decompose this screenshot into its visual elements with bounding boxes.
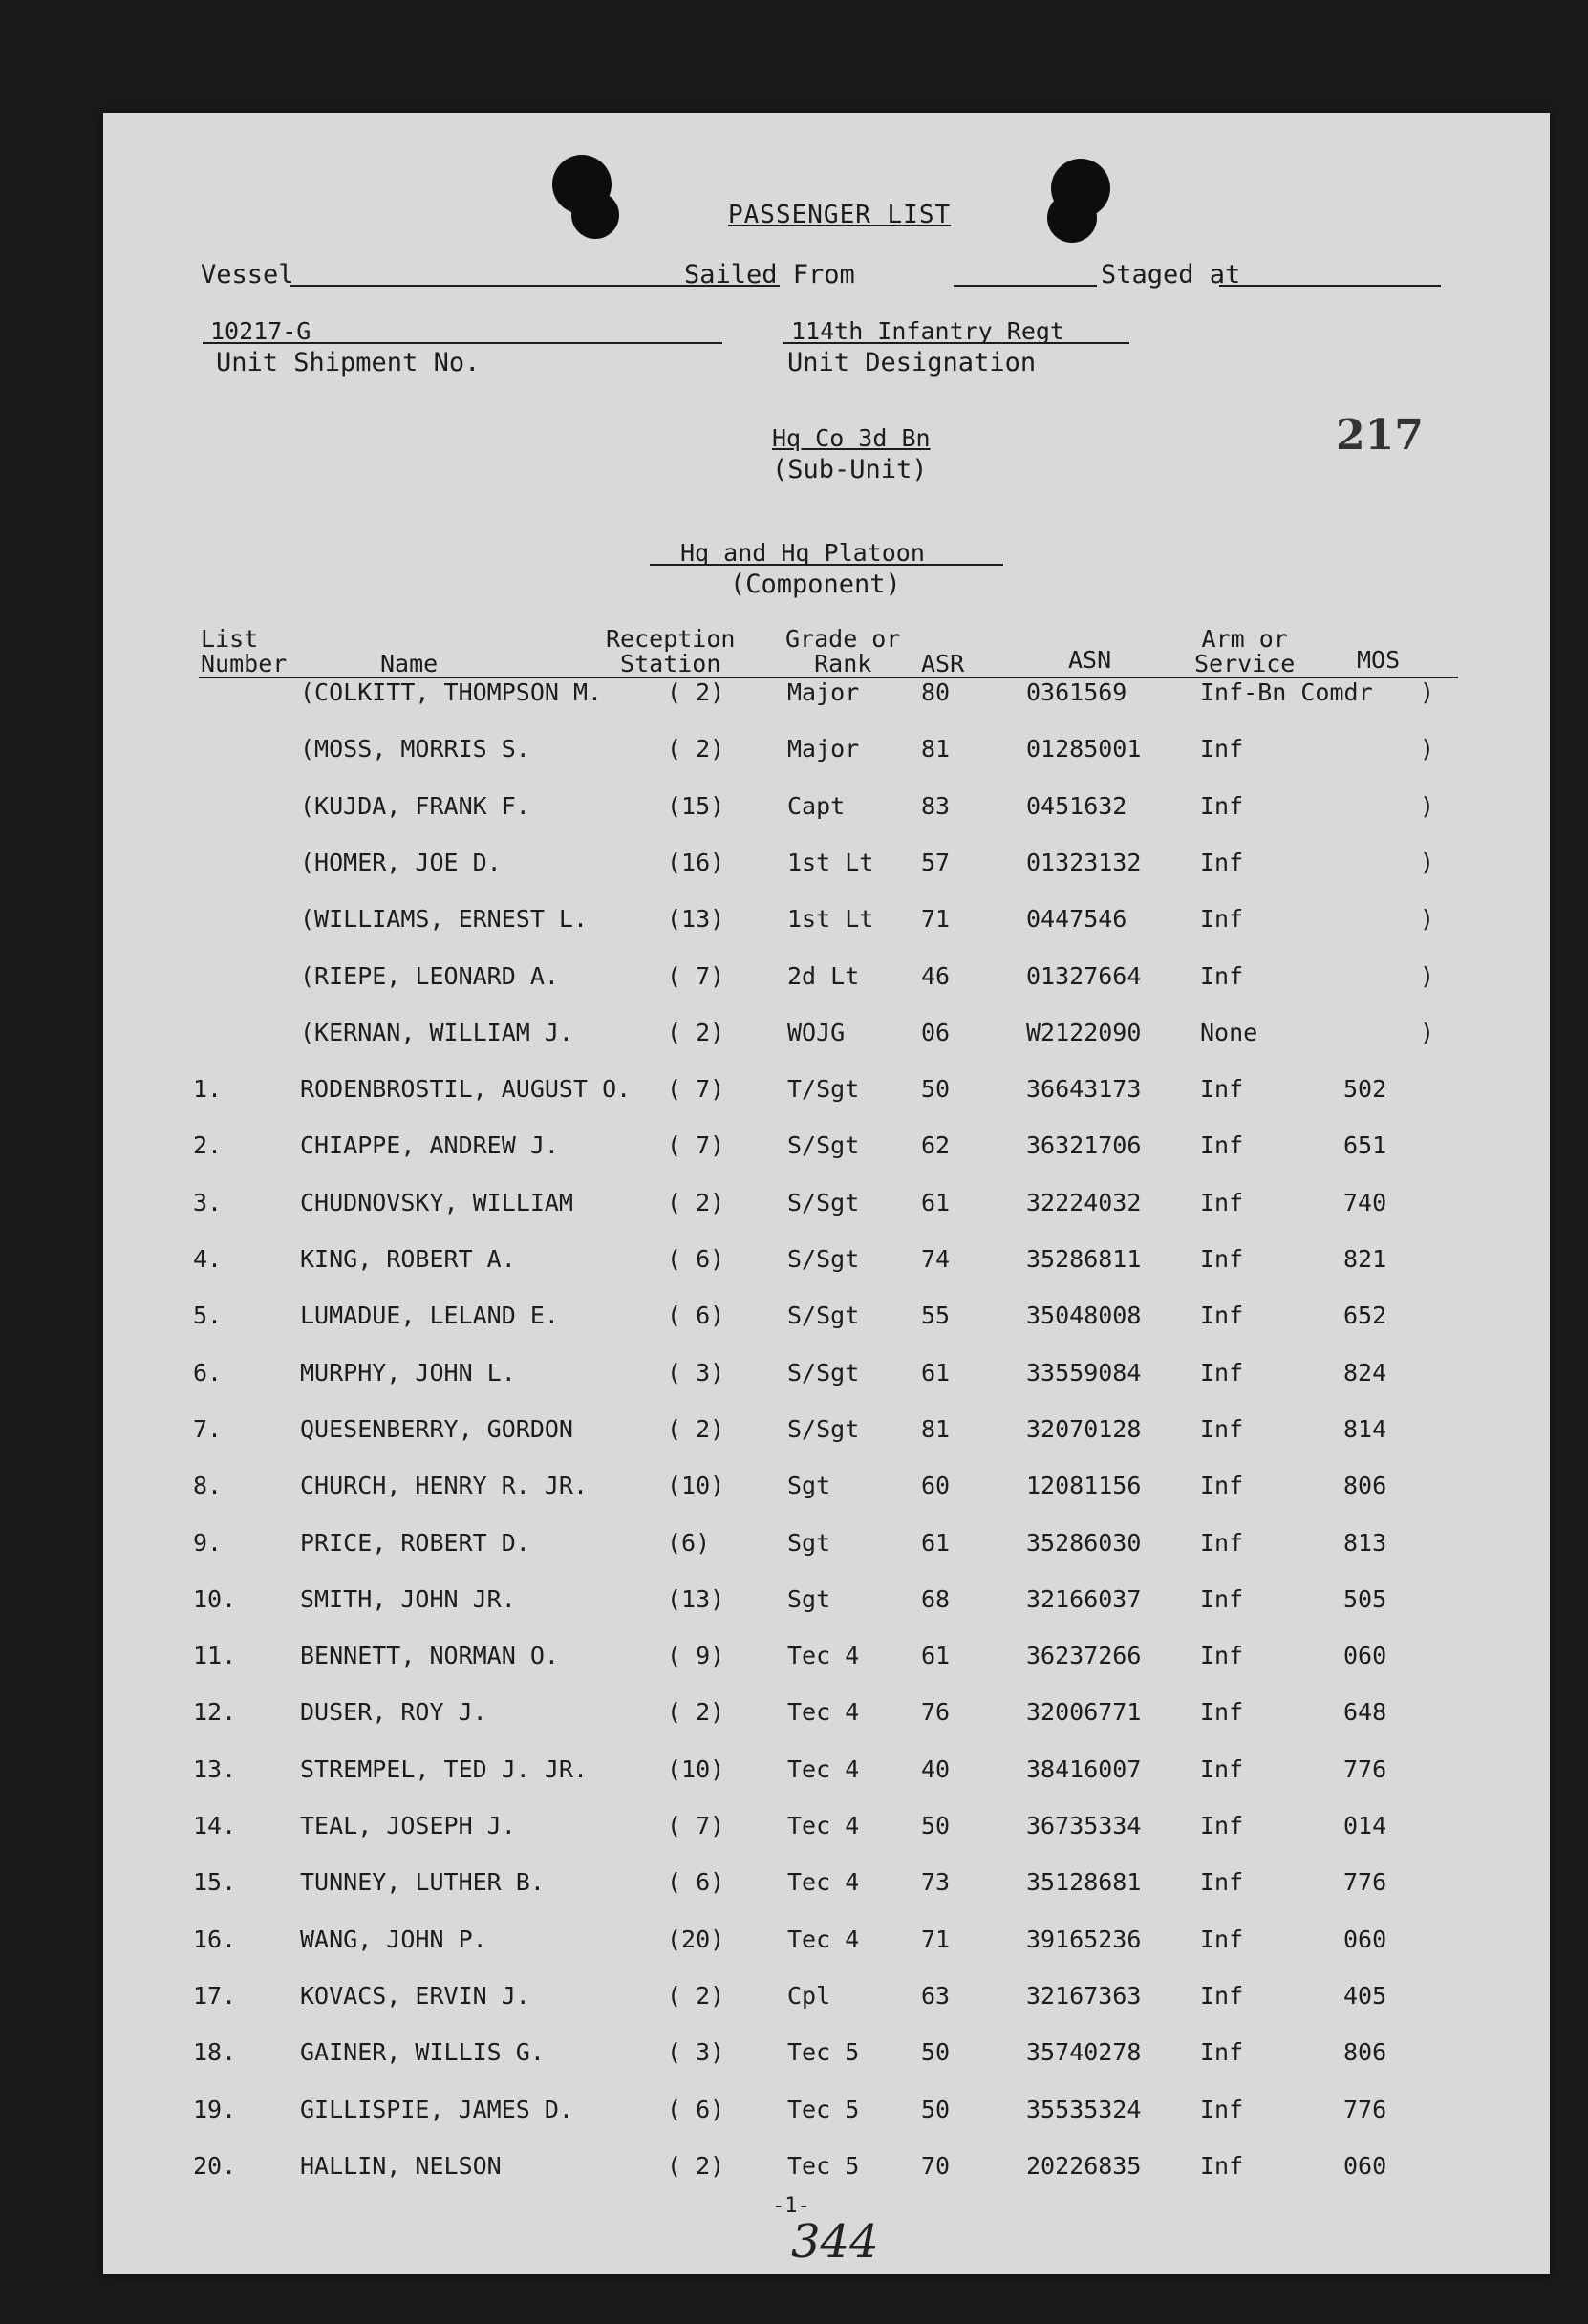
cell-grade: Tec 4 (787, 1812, 860, 1840)
cell-asr: 73 (921, 1868, 951, 1897)
cell-asn: 01327664 (1026, 961, 1142, 990)
cell-name: (WILLIAMS, ERNEST L. (300, 905, 589, 934)
cell-arm: Inf (1200, 1302, 1244, 1330)
cell-asn: W2122090 (1026, 1018, 1142, 1046)
staged-field-line (1219, 285, 1441, 287)
cell-mos: 806 (1343, 1472, 1387, 1500)
cell-name: LUMADUE, LELAND E. (300, 1302, 559, 1330)
table-row (103, 1245, 1550, 1283)
cell-asn: 32070128 (1026, 1414, 1142, 1443)
cell-paren: ) (1420, 791, 1435, 820)
table-row (103, 1075, 1550, 1113)
cell-rec: ( 7) (667, 961, 725, 990)
cell-grade: Tec 4 (787, 1754, 860, 1783)
cell-num: 15. (193, 1868, 237, 1897)
cell-arm: Inf (1200, 2151, 1244, 2180)
cell-num: 11. (193, 1642, 237, 1670)
cell-name: TEAL, JOSEPH J. (300, 1812, 516, 1840)
cell-rec: (13) (667, 1584, 725, 1613)
cell-asr: 50 (921, 2038, 951, 2067)
cell-name: CHURCH, HENRY R. JR. (300, 1472, 589, 1500)
document-page (103, 113, 1550, 2274)
cell-asr: 62 (921, 1131, 951, 1160)
table-row (103, 735, 1550, 773)
cell-asr: 50 (921, 2095, 951, 2123)
cell-grade: Tec 4 (787, 1925, 860, 1953)
unit-designation-label: Unit Designation (787, 348, 1037, 377)
cell-rec: ( 2) (667, 1981, 725, 2010)
cell-mos: 014 (1343, 1812, 1387, 1840)
cell-asr: 76 (921, 1698, 951, 1727)
cell-asn: 32166037 (1026, 1584, 1142, 1613)
cell-mos: 824 (1343, 1358, 1387, 1387)
cell-asn: 0361569 (1026, 678, 1127, 706)
table-row (103, 962, 1550, 1001)
cell-asr: 61 (921, 1528, 951, 1557)
cell-asn: 38416007 (1026, 1754, 1142, 1783)
cell-rec: ( 3) (667, 2038, 725, 2067)
table-row (103, 1755, 1550, 1794)
cell-asr: 61 (921, 1642, 951, 1670)
cell-arm: Inf (1200, 1754, 1244, 1783)
cell-arm: Inf (1200, 1358, 1244, 1387)
cell-grade: 1st Lt (787, 848, 874, 876)
cell-asn: 0451632 (1026, 791, 1127, 820)
cell-grade: Capt (787, 791, 846, 820)
cell-rec: (6) (667, 1528, 711, 1557)
cell-rec: (10) (667, 1472, 725, 1500)
cell-mos: 813 (1343, 1528, 1387, 1557)
cell-name: DUSER, ROY J. (300, 1698, 487, 1727)
cell-num: 13. (193, 1754, 237, 1783)
table-row (103, 1812, 1550, 1850)
cell-asn: 33559084 (1026, 1358, 1142, 1387)
cell-arm: Inf-Bn Comdr (1200, 678, 1373, 706)
unit-designation-value: 114th Infantry Regt (791, 317, 1064, 345)
cell-arm: Inf (1200, 1981, 1244, 2010)
cell-name: (RIEPE, LEONARD A. (300, 961, 559, 990)
cell-asn: 0447546 (1026, 905, 1127, 934)
cell-asr: 80 (921, 678, 951, 706)
cell-paren: ) (1420, 1018, 1435, 1046)
page-number-stamp: 217 (1336, 411, 1424, 460)
table-row (103, 849, 1550, 887)
cell-asr: 46 (921, 961, 951, 990)
cell-name: GILLISPIE, JAMES D. (300, 2095, 573, 2123)
cell-arm: Inf (1200, 1812, 1244, 1840)
cell-grade: S/Sgt (787, 1188, 860, 1216)
cell-grade: Tec 5 (787, 2038, 860, 2067)
shipment-number-label: Unit Shipment No. (216, 348, 481, 377)
table-row (103, 1131, 1550, 1170)
component-value: Hq and Hq Platoon (680, 539, 925, 567)
cell-rec: ( 6) (667, 2095, 725, 2123)
cell-name: PRICE, ROBERT D. (300, 1528, 530, 1557)
cell-asr: 61 (921, 1188, 951, 1216)
cell-num: 12. (193, 1698, 237, 1727)
cell-rec: ( 2) (667, 678, 725, 706)
cell-num: 20. (193, 2151, 237, 2180)
cell-num: 9. (193, 1528, 223, 1557)
cell-num: 19. (193, 2095, 237, 2123)
cell-asr: 81 (921, 735, 951, 764)
cell-grade: S/Sgt (787, 1358, 860, 1387)
cell-num: 14. (193, 1812, 237, 1840)
table-row (103, 1698, 1550, 1736)
cell-grade: S/Sgt (787, 1414, 860, 1443)
cell-num: 18. (193, 2038, 237, 2067)
cell-asn: 39165236 (1026, 1925, 1142, 1953)
cell-asn: 20226835 (1026, 2151, 1142, 2180)
cell-arm: Inf (1200, 961, 1244, 990)
cell-name: (KUJDA, FRANK F. (300, 791, 530, 820)
cell-rec: ( 2) (667, 1188, 725, 1216)
cell-asr: 74 (921, 1245, 951, 1273)
cell-paren: ) (1420, 848, 1435, 876)
cell-name: MURPHY, JOHN L. (300, 1358, 516, 1387)
cell-arm: Inf (1200, 905, 1244, 934)
cell-rec: (15) (667, 791, 725, 820)
punch-hole (1047, 193, 1097, 243)
cell-rec: ( 6) (667, 1302, 725, 1330)
cell-name: BENNETT, NORMAN O. (300, 1642, 559, 1670)
col-header-arm-service: Arm or Service (1194, 625, 1296, 678)
table-row (103, 1642, 1550, 1680)
table-row (103, 678, 1550, 717)
cell-mos: 740 (1343, 1188, 1387, 1216)
cell-grade: Tec 5 (787, 2151, 860, 2180)
shipment-number-value: 10217-G (210, 317, 311, 345)
table-row (103, 905, 1550, 943)
cell-name: (MOSS, MORRIS S. (300, 735, 530, 764)
vessel-label: Vessel (201, 260, 294, 290)
cell-asr: 68 (921, 1584, 951, 1613)
cell-num: 10. (193, 1584, 237, 1613)
cell-arm: Inf (1200, 1528, 1244, 1557)
col-header-mos: MOS (1357, 646, 1401, 674)
cell-mos: 651 (1343, 1131, 1387, 1160)
cell-num: 6. (193, 1358, 223, 1387)
cell-asn: 01323132 (1026, 848, 1142, 876)
cell-num: 8. (193, 1472, 223, 1500)
cell-arm: Inf (1200, 1075, 1244, 1104)
shipment-field-line (203, 342, 722, 344)
col-header-grade: Grade or Rank (785, 625, 901, 678)
table-row (103, 1415, 1550, 1453)
cell-arm: None (1200, 1018, 1258, 1046)
cell-rec: (16) (667, 848, 725, 876)
table-row (103, 1302, 1550, 1340)
table-row (103, 2038, 1550, 2077)
cell-name: TUNNEY, LUTHER B. (300, 1868, 545, 1897)
cell-mos: 405 (1343, 1981, 1387, 2010)
cell-num: 5. (193, 1302, 223, 1330)
cell-asn: 35286030 (1026, 1528, 1142, 1557)
cell-mos: 806 (1343, 2038, 1387, 2067)
cell-asr: 63 (921, 1981, 951, 2010)
cell-grade: Major (787, 678, 860, 706)
col-header-name: Name (380, 650, 439, 678)
cell-mos: 060 (1343, 1925, 1387, 1953)
punch-hole (571, 191, 619, 239)
cell-asn: 36643173 (1026, 1075, 1142, 1104)
cell-name: WANG, JOHN P. (300, 1925, 487, 1953)
cell-paren: ) (1420, 678, 1435, 706)
cell-arm: Inf (1200, 1698, 1244, 1727)
cell-grade: T/Sgt (787, 1075, 860, 1104)
cell-arm: Inf (1200, 1472, 1244, 1500)
cell-asn: 36735334 (1026, 1812, 1142, 1840)
table-row (103, 792, 1550, 830)
col-header-asn: ASN (1068, 646, 1112, 674)
cell-paren: ) (1420, 961, 1435, 990)
table-row (103, 1019, 1550, 1057)
cell-num: 3. (193, 1188, 223, 1216)
cell-grade: 1st Lt (787, 905, 874, 934)
cell-num: 1. (193, 1075, 223, 1104)
cell-arm: Inf (1200, 1414, 1244, 1443)
table-row (103, 1868, 1550, 1906)
cell-mos: 776 (1343, 1754, 1387, 1783)
cell-arm: Inf (1200, 1584, 1244, 1613)
cell-asr: 50 (921, 1075, 951, 1104)
cell-asr: 50 (921, 1812, 951, 1840)
cell-grade: 2d Lt (787, 961, 860, 990)
cell-asn: 35740278 (1026, 2038, 1142, 2067)
cell-arm: Inf (1200, 1131, 1244, 1160)
cell-rec: ( 2) (667, 1698, 725, 1727)
cell-grade: Tec 4 (787, 1698, 860, 1727)
footer-page-number: -1- (772, 2194, 810, 2218)
cell-arm: Inf (1200, 2038, 1244, 2067)
cell-rec: ( 7) (667, 1131, 725, 1160)
cell-paren: ) (1420, 735, 1435, 764)
cell-name: (KERNAN, WILLIAM J. (300, 1018, 573, 1046)
staged-at-label: Staged at (1101, 260, 1241, 290)
cell-asr: 71 (921, 905, 951, 934)
cell-grade: Sgt (787, 1584, 831, 1613)
col-header-list-number: List Number (201, 625, 288, 678)
cell-rec: (20) (667, 1925, 725, 1953)
cell-asn: 35535324 (1026, 2095, 1142, 2123)
cell-asn: 32006771 (1026, 1698, 1142, 1727)
cell-name: CHIAPPE, ANDREW J. (300, 1131, 559, 1160)
cell-grade: S/Sgt (787, 1131, 860, 1160)
cell-rec: ( 2) (667, 1018, 725, 1046)
cell-grade: Sgt (787, 1472, 831, 1500)
component-field-line (650, 564, 1003, 566)
cell-grade: Tec 4 (787, 1642, 860, 1670)
subunit-value: Hq Co 3d Bn (772, 424, 931, 452)
col-header-reception-station: Reception Station (606, 625, 736, 678)
cell-asn: 01285001 (1026, 735, 1142, 764)
cell-asn: 35128681 (1026, 1868, 1142, 1897)
cell-grade: S/Sgt (787, 1245, 860, 1273)
cell-rec: ( 7) (667, 1812, 725, 1840)
cell-asr: 71 (921, 1925, 951, 1953)
cell-num: 16. (193, 1925, 237, 1953)
unit-field-line (783, 342, 1129, 344)
cell-grade: Tec 4 (787, 1868, 860, 1897)
cell-asn: 36237266 (1026, 1642, 1142, 1670)
cell-mos: 821 (1343, 1245, 1387, 1273)
cell-arm: Inf (1200, 848, 1244, 876)
cell-name: KING, ROBERT A. (300, 1245, 516, 1273)
table-row (103, 1189, 1550, 1227)
cell-asr: 60 (921, 1472, 951, 1500)
table-row (103, 1529, 1550, 1567)
cell-arm: Inf (1200, 1868, 1244, 1897)
cell-grade: Major (787, 735, 860, 764)
table-row (103, 1585, 1550, 1624)
cell-num: 7. (193, 1414, 223, 1443)
cell-arm: Inf (1200, 735, 1244, 764)
cell-arm: Inf (1200, 1642, 1244, 1670)
cell-num: 4. (193, 1245, 223, 1273)
cell-asr: 83 (921, 791, 951, 820)
cell-asr: 40 (921, 1754, 951, 1783)
sailed-field-line (954, 285, 1097, 287)
component-label: (Component) (730, 570, 901, 599)
cell-asn: 12081156 (1026, 1472, 1142, 1500)
cell-rec: ( 3) (667, 1358, 725, 1387)
cell-rec: (13) (667, 905, 725, 934)
cell-grade: WOJG (787, 1018, 846, 1046)
table-row (103, 1926, 1550, 1964)
cell-rec: (10) (667, 1754, 725, 1783)
cell-name: (COLKITT, THOMPSON M. (300, 678, 603, 706)
handwritten-number: 344 (791, 2215, 879, 2269)
cell-grade: Tec 5 (787, 2095, 860, 2123)
cell-rec: ( 6) (667, 1868, 725, 1897)
cell-arm: Inf (1200, 1245, 1244, 1273)
cell-mos: 652 (1343, 1302, 1387, 1330)
cell-rec: ( 9) (667, 1642, 725, 1670)
table-row (103, 2096, 1550, 2134)
cell-rec: ( 7) (667, 1075, 725, 1104)
cell-name: QUESENBERRY, GORDON (300, 1414, 573, 1443)
cell-arm: Inf (1200, 1188, 1244, 1216)
cell-arm: Inf (1200, 1925, 1244, 1953)
cell-name: GAINER, WILLIS G. (300, 2038, 545, 2067)
table-row (103, 1472, 1550, 1510)
cell-asr: 06 (921, 1018, 951, 1046)
cell-rec: ( 2) (667, 2151, 725, 2180)
cell-asn: 36321706 (1026, 1131, 1142, 1160)
table-row (103, 1359, 1550, 1397)
cell-arm: Inf (1200, 791, 1244, 820)
cell-name: (HOMER, JOE D. (300, 848, 502, 876)
cell-mos: 776 (1343, 2095, 1387, 2123)
cell-asr: 81 (921, 1414, 951, 1443)
cell-name: SMITH, JOHN JR. (300, 1584, 516, 1613)
cell-name: STREMPEL, TED J. JR. (300, 1754, 589, 1783)
cell-name: HALLIN, NELSON (300, 2151, 502, 2180)
table-row (103, 2152, 1550, 2190)
cell-arm: Inf (1200, 2095, 1244, 2123)
cell-mos: 502 (1343, 1075, 1387, 1104)
cell-mos: 505 (1343, 1584, 1387, 1613)
cell-mos: 648 (1343, 1698, 1387, 1727)
cell-asn: 32167363 (1026, 1981, 1142, 2010)
cell-mos: 814 (1343, 1414, 1387, 1443)
cell-asn: 32224032 (1026, 1188, 1142, 1216)
sailed-from-label: Sailed From (684, 260, 855, 290)
subunit-label: (Sub-Unit) (772, 455, 928, 484)
cell-mos: 060 (1343, 2151, 1387, 2180)
cell-rec: ( 2) (667, 1414, 725, 1443)
cell-asr: 55 (921, 1302, 951, 1330)
table-row (103, 1982, 1550, 2020)
col-header-asr: ASR (921, 650, 965, 678)
cell-grade: Sgt (787, 1528, 831, 1557)
cell-name: CHUDNOVSKY, WILLIAM (300, 1188, 573, 1216)
cell-asr: 61 (921, 1358, 951, 1387)
cell-rec: ( 6) (667, 1245, 725, 1273)
cell-asn: 35286811 (1026, 1245, 1142, 1273)
cell-num: 2. (193, 1131, 223, 1160)
cell-asn: 35048008 (1026, 1302, 1142, 1330)
cell-mos: 060 (1343, 1642, 1387, 1670)
cell-asr: 70 (921, 2151, 951, 2180)
cell-mos: 776 (1343, 1868, 1387, 1897)
cell-num: 17. (193, 1981, 237, 2010)
cell-grade: S/Sgt (787, 1302, 860, 1330)
cell-paren: ) (1420, 905, 1435, 934)
document-title: PASSENGER LIST (728, 201, 952, 229)
cell-name: KOVACS, ERVIN J. (300, 1981, 530, 2010)
cell-grade: Cpl (787, 1981, 831, 2010)
cell-asr: 57 (921, 848, 951, 876)
cell-rec: ( 2) (667, 735, 725, 764)
cell-name: RODENBROSTIL, AUGUST O. (300, 1075, 632, 1104)
